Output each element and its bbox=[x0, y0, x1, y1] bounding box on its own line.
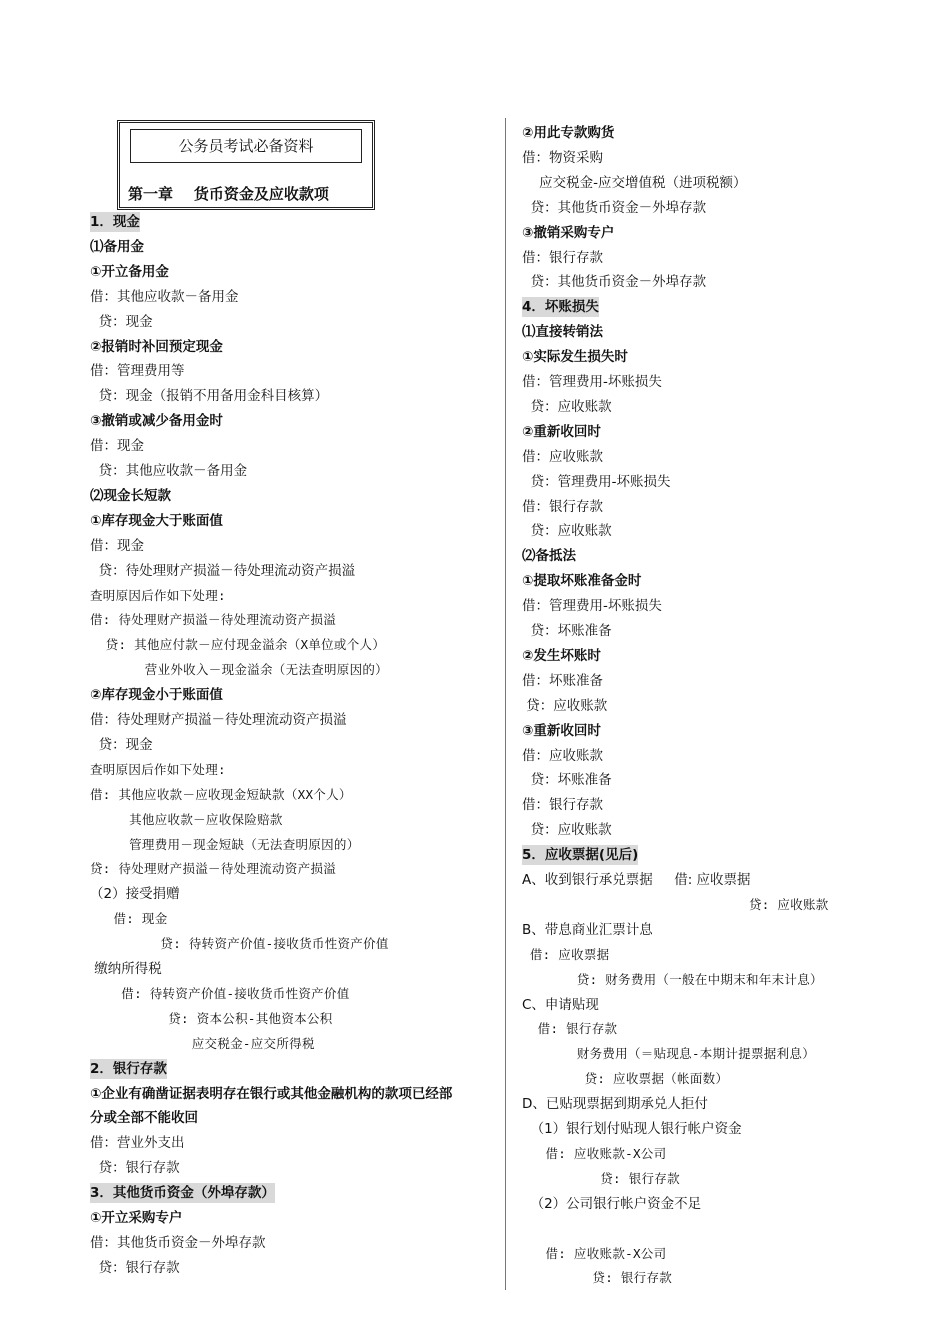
left-text-line: 借: 其他应收款－应收现金短缺款（XX个人） bbox=[90, 786, 352, 802]
left-text-line: 贷：现金 bbox=[90, 313, 153, 330]
document-title: 公务员考试必备资料 bbox=[130, 129, 362, 163]
right-text-line: ②用此专款购货 bbox=[522, 125, 615, 141]
left-text-line: 贷：现金 bbox=[90, 736, 153, 753]
right-text-line: 贷：应收账款 bbox=[522, 697, 608, 714]
column-divider bbox=[505, 118, 506, 1290]
right-text-line: ②重新收回时 bbox=[522, 423, 601, 440]
right-text-line: 借：管理费用-坏账损失 bbox=[522, 598, 662, 615]
left-text-line: 查明原因后作如下处理: bbox=[90, 761, 226, 777]
left-text-line: 借：待处理财产损溢－待处理流动资产损溢 bbox=[90, 712, 347, 728]
right-text-line: 5．应收票据(见后) bbox=[522, 847, 639, 864]
right-text-line: 贷：坏账准备 bbox=[522, 623, 612, 639]
left-text-line: 查明原因后作如下处理: bbox=[90, 587, 226, 603]
right-text-line: 贷: 银行存款 bbox=[522, 1170, 680, 1186]
left-text-line: ②库存现金小于账面值 bbox=[90, 687, 223, 704]
right-text-line: 借: 银行存款 bbox=[522, 1021, 618, 1037]
right-text-line: ⑵备抵法 bbox=[522, 548, 576, 565]
left-text-line: 2．银行存款 bbox=[90, 1060, 167, 1077]
left-text-line: 缴纳所得税 bbox=[90, 961, 162, 977]
right-text-line: 贷：其他货币资金－外埠存款 bbox=[522, 199, 707, 216]
right-text-line: A、收到银行承兑票据 借: 应收票据 bbox=[522, 872, 751, 888]
title-box bbox=[117, 120, 375, 210]
right-text-line: （2）公司银行帐户资金不足 bbox=[522, 1195, 702, 1212]
right-text-line: 借：银行存款 bbox=[522, 249, 603, 266]
left-text-line: ①企业有确凿证据表明存在银行或其他金融机构的款项已经部 bbox=[90, 1085, 453, 1102]
right-text-line: 借：管理费用-坏账损失 bbox=[522, 374, 662, 390]
left-text-line: 贷：现金（报销不用备用金科目核算） bbox=[90, 388, 329, 405]
left-text-line: 分或全部不能收回 bbox=[90, 1110, 198, 1127]
left-text-line: 3．其他货币资金（外埠存款） bbox=[90, 1185, 275, 1202]
right-text-line: 借: 应收账款-X公司 bbox=[522, 1145, 667, 1161]
left-text-line: ①开立采购专户 bbox=[90, 1210, 183, 1226]
right-text-line: （1）银行划付贴现人银行帐户资金 bbox=[522, 1121, 742, 1137]
right-text-line: ③重新收回时 bbox=[522, 722, 601, 739]
right-text-line: 借: 应收票据 bbox=[522, 946, 610, 962]
left-text-line: 借：管理费用等 bbox=[90, 363, 185, 380]
right-text-line: ①提取坏账准备金时 bbox=[522, 573, 642, 590]
right-text-line: ⑴直接转销法 bbox=[522, 324, 603, 341]
right-text-line: 借：银行存款 bbox=[522, 797, 603, 814]
right-text-line: 4．坏账损失 bbox=[522, 299, 599, 316]
left-text-line: 管理费用－现金短缺（无法查明原因的） bbox=[90, 836, 360, 852]
right-text-line: D、已贴现票据到期承兑人拒付 bbox=[522, 1096, 708, 1113]
right-text-line: ②发生坏账时 bbox=[522, 647, 601, 664]
left-text-line: ①开立备用金 bbox=[90, 263, 169, 280]
right-text-line: ①实际发生损失时 bbox=[522, 349, 628, 366]
left-text-line: 借: 待处理财产损溢－待处理流动资产损溢 bbox=[90, 612, 337, 628]
right-text-line: 贷: 应收账款 bbox=[522, 896, 829, 912]
left-text-line: 营业外收入－现金溢余（无法查明原因的） bbox=[90, 662, 388, 678]
right-text-line: 贷: 应收票据（帐面数） bbox=[522, 1071, 729, 1087]
right-text-line: 贷：应收账款 bbox=[522, 523, 612, 540]
left-text-line: （2）接受捐赠 bbox=[90, 886, 180, 903]
left-text-line: 贷：待处理财产损溢－待处理流动资产损溢 bbox=[90, 562, 356, 579]
left-text-line: 贷: 待转资产价值-接收货币性资产价值 bbox=[90, 936, 389, 952]
left-text-line: 贷：银行存款 bbox=[90, 1160, 180, 1177]
left-text-line: 贷：其他应收款－备用金 bbox=[90, 463, 248, 479]
right-text-line: 贷: 财务费用（一般在中期末和年末计息） bbox=[522, 971, 823, 987]
chapter-title: 第一章 货币资金及应收款项 bbox=[128, 185, 329, 203]
left-text-line: 借：其他应收款－备用金 bbox=[90, 288, 239, 305]
right-text-line: 贷：坏账准备 bbox=[522, 772, 612, 789]
left-text-line: 借: 现金 bbox=[90, 911, 168, 927]
left-text-line: 贷: 资本公积-其他资本公积 bbox=[90, 1010, 333, 1026]
right-text-line: C、申请贴现 bbox=[522, 996, 599, 1013]
right-text-line: 借：坏账准备 bbox=[522, 672, 603, 689]
right-text-line: 借：应收账款 bbox=[522, 747, 603, 764]
left-text-line: ⑴备用金 bbox=[90, 238, 144, 255]
left-text-line: ⑵现金长短款 bbox=[90, 487, 171, 504]
left-text-line: 借: 待转资产价值-接收货币性资产价值 bbox=[90, 985, 350, 1001]
left-text-line: 贷: 其他应付款－应付现金溢余（X单位或个人） bbox=[90, 637, 386, 653]
left-text-line: 贷：银行存款 bbox=[90, 1259, 180, 1276]
right-text-line: 贷：应收账款 bbox=[522, 398, 612, 415]
left-text-line: ③撤销或减少备用金时 bbox=[90, 413, 223, 430]
right-text-line: ③撤销采购专户 bbox=[522, 224, 615, 241]
left-text-line: 1．现金 bbox=[90, 214, 140, 230]
right-text-line: 贷：应收账款 bbox=[522, 822, 612, 839]
right-text-line: 借: 应收账款-X公司 bbox=[522, 1245, 667, 1261]
left-text-line: 贷: 待处理财产损溢－待处理流动资产损溢 bbox=[90, 861, 337, 877]
left-text-line: 借：现金 bbox=[90, 537, 144, 554]
right-text-line: B、带息商业汇票计息 bbox=[522, 921, 653, 938]
right-text-line: 借：应收账款 bbox=[522, 448, 603, 465]
left-text-line: 应交税金-应交所得税 bbox=[90, 1035, 315, 1051]
right-text-line: 借：物资采购 bbox=[522, 149, 603, 166]
left-text-line: ②报销时补回预定现金 bbox=[90, 338, 223, 355]
left-text-line: 借：现金 bbox=[90, 438, 144, 455]
left-text-line: 其他应收款－应收保险赔款 bbox=[90, 811, 283, 827]
right-text-line: 应交税金-应交增值税（进项税额） bbox=[522, 174, 747, 191]
right-text-line: 贷：管理费用-坏账损失 bbox=[522, 473, 671, 490]
right-text-line: 借：银行存款 bbox=[522, 498, 603, 515]
right-text-line: 财务费用（＝贴现息-本期计提票据利息） bbox=[522, 1046, 816, 1062]
left-text-line: ①库存现金大于账面值 bbox=[90, 512, 223, 529]
right-text-line: 贷: 银行存款 bbox=[522, 1270, 673, 1286]
left-text-line: 借：营业外支出 bbox=[90, 1135, 185, 1152]
left-text-line: 借：其他货币资金－外埠存款 bbox=[90, 1234, 266, 1251]
right-text-line: 贷：其他货币资金－外埠存款 bbox=[522, 274, 707, 291]
